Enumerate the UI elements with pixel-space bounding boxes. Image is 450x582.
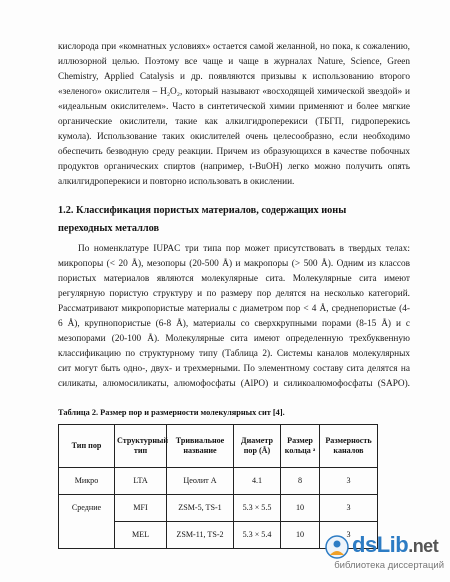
text-line: кислорода при «комнатных условиях» остается самой желанной, но пока, к сожалению, [58,42,410,52]
cell-ring-size: 10 [281,522,320,549]
text-line: регулярную пористую структуру и по размеру пор делятся на несколько категорий. [58,289,410,299]
table-row [59,495,378,522]
cell-structural-type: LTA [115,468,167,495]
cell-pore-diameter: 5.3 × 5.5 [234,495,281,522]
text-line: 6 Å), крупнопористые (6-8 Å), материалы со сверхкрупными порами (8-15 Å) и с [58,319,410,329]
dslib-watermark [324,530,444,576]
cell-channel-dimension: 3 [320,468,378,495]
text-line: По номенклатуре IUPAC три типа пор может присутствовать в твердых телах: [78,244,410,254]
table-caption: Таблица 2. Размер пор и размерности молекулярных сит [4]. [58,408,285,417]
cell-ring-size: 10 [281,495,320,522]
header-structural-type: Структурный тип [115,425,167,468]
cell-channel-dimension: 3 [320,522,378,549]
cell-structural-type: MFI [115,495,167,522]
text-line: мезопорами (20-100 Å). Молекулярные сита имеют определенную трехбуквенную [58,334,410,344]
cell-pore-type: Средние [59,495,115,522]
dslib-logo-text: dsLib.net [352,532,439,557]
cell-channel-dimension: 3 [320,495,378,522]
header-ring-size: Размер кольца ᵃ [281,425,320,468]
section-heading-line-2: переходных металлов [58,223,160,234]
header-channel-dimension: Размерность каналов [320,425,378,468]
text-line: Chemistry, Applied Catalysis и др. появляются призывы к использованию второго [58,72,410,82]
section-heading-line-1: 1.2. Классификация пористых материалов, содержащих ионы [58,205,347,216]
text-line: «зеленого» окислителя – H₂O₂, который называют «восходящей химической звездой» и [58,87,410,97]
text-line: органические окислители, такие как алкилгидроперекиси (ТБГП, гидроперекись [58,117,410,127]
cell-trivial-name: Цеолит А [167,468,234,495]
cell-pore-type: Микро [59,468,115,495]
cell-trivial-name: ZSM-11, TS-2 [167,522,234,549]
text-line: обеспечить безводную среду реакции. Причем из образующихся в качестве побочных [58,147,410,157]
text-line: силикаты, алюмосиликаты, алюмофосфаты (AlPO) и силикоалюмофосфаты (SAPO). [58,379,410,389]
table-row [59,468,378,495]
table-header-row [59,425,378,468]
text-line: пористых материалов являются молекулярные сита. Молекулярные сита имеют [58,274,410,284]
text-line: сит могут быть одно-, двух- и трехмерными. По элементному составу сита делятся на [58,364,410,374]
header-trivial-name: Тривиальное название [167,425,234,468]
cell-pore-type [59,522,115,549]
cell-structural-type: MEL [115,522,167,549]
dslib-subtitle: библиотека диссертаций [334,560,444,571]
dslib-logo-icon [324,534,350,560]
cell-pore-diameter: 4.1 [234,468,281,495]
text-line: кумола). Использование таких окислителей очень целесообразно, если необходимо [58,132,410,142]
header-pore-diameter: Диаметр пор (Å) [234,425,281,468]
cell-pore-diameter: 5.3 × 5.4 [234,522,281,549]
text-line: алкилгидроперекиси и повторно использовать в окислении. [58,177,295,187]
text-line: продуктов органических спиртов (например, t-BuOH) легко можно получить опять [58,162,410,172]
text-line: Рассматривают микропористые материалы с диаметром пор < 4 Å, среднепористые (4- [58,304,410,314]
cell-trivial-name: ZSM-5, TS-1 [167,495,234,522]
cell-ring-size: 8 [281,468,320,495]
text-line: иллюзорной целью. Поэтому все чаще и чаще в журналах Nature, Science, Green [58,57,410,67]
text-line: «идеальным окислителем». Часто в синтетической химии применяют и более мягкие [58,102,410,112]
text-line: микропоры (< 20 Å), мезопоры (20-500 Å) и макропоры (> 500 Å). Одним из классов [58,259,410,269]
text-line: классификацию по структурному типу (Таблица 2). Системы каналов молекулярных [58,349,410,359]
header-pore-type: Тип пор [59,425,115,468]
